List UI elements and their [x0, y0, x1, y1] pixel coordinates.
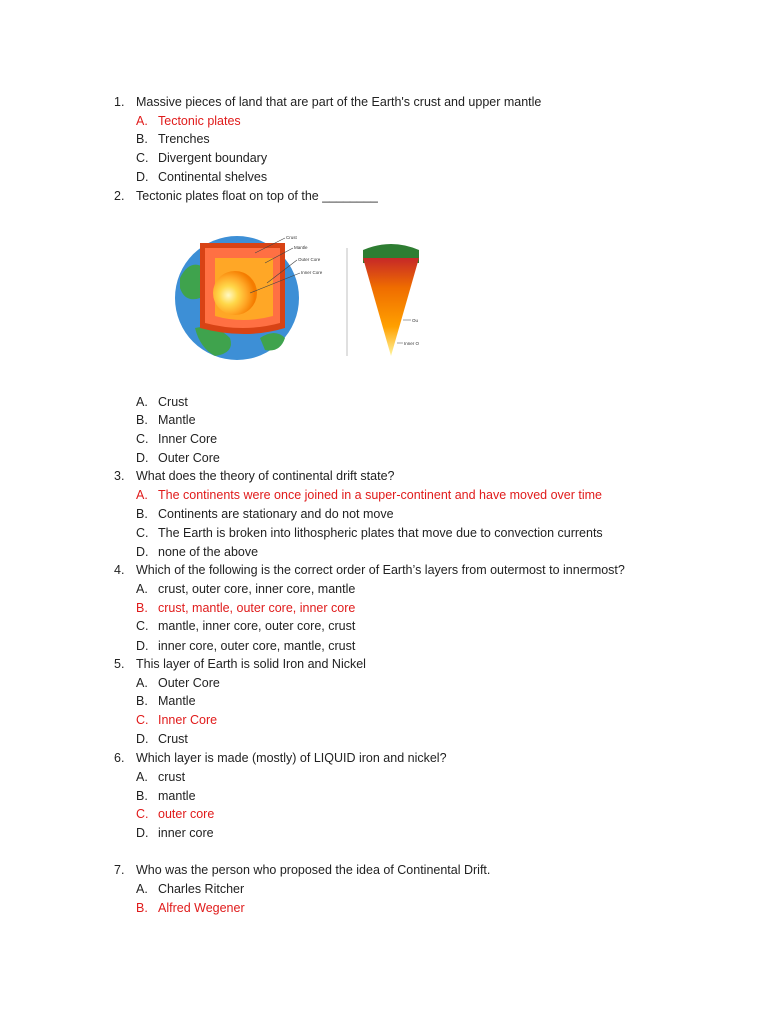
option-letter: B.	[136, 507, 148, 521]
question-number: 5.	[114, 657, 125, 671]
option-text: crust, outer core, inner core, mantle	[158, 582, 356, 596]
option-letter: C.	[136, 526, 149, 540]
correct-option-letter: B.	[136, 901, 148, 915]
correct-option-letter: A.	[136, 114, 148, 128]
correct-option-text: Tectonic plates	[158, 114, 241, 128]
question-number: 3.	[114, 469, 125, 483]
wedge-inner-label: Inner O	[404, 341, 420, 346]
correct-option-text: The continents were once joined in a super-continent and have moved over time	[158, 488, 603, 502]
question-text: Who was the person who proposed the idea of Continental Drift.	[136, 863, 491, 877]
option-text: Mantle	[158, 413, 196, 427]
correct-option-letter: C.	[136, 713, 149, 727]
question-text: Which layer is made (mostly) of LIQUID iron and nickel?	[136, 751, 447, 765]
question-number: 4.	[114, 563, 125, 577]
option-letter: D.	[136, 826, 149, 840]
question-text: Tectonic plates float on top of the ________	[136, 189, 378, 203]
option-letter: B.	[136, 789, 148, 803]
option-letter: A.	[136, 770, 148, 784]
correct-option-text: Alfred Wegener	[158, 901, 245, 915]
option-text: crust	[158, 770, 186, 784]
correct-option-text: outer core	[158, 807, 215, 821]
option-text: inner core	[158, 826, 214, 840]
option-letter: B.	[136, 132, 148, 146]
option-letter: A.	[136, 676, 148, 690]
inner-core-label: Inner Core	[301, 270, 323, 275]
correct-option-text: crust, mantle, outer core, inner core	[158, 601, 356, 615]
earth-layers-figure	[175, 228, 430, 363]
option-text: Crust	[158, 732, 188, 746]
option-letter: D.	[136, 545, 149, 559]
outer-core-label: Outer Core	[298, 257, 321, 262]
option-text: The Earth is broken into lithospheric plates that move due to convection currents	[158, 526, 603, 540]
correct-option-text: Inner Core	[158, 713, 218, 727]
option-text: Continents are stationary and do not move	[158, 507, 394, 521]
option-letter: D.	[136, 639, 149, 653]
option-letter: B.	[136, 694, 148, 708]
correct-option-letter: B.	[136, 601, 148, 615]
option-text: Trenches	[158, 132, 210, 146]
option-letter: D.	[136, 732, 149, 746]
crust-label: Crust	[286, 235, 297, 240]
option-text: Mantle	[158, 694, 196, 708]
option-letter: A.	[136, 582, 148, 596]
option-letter: C.	[136, 432, 149, 446]
question-number: 2.	[114, 189, 125, 203]
option-letter: D.	[136, 451, 149, 465]
correct-option-letter: C.	[136, 807, 149, 821]
question-text: Massive pieces of land that are part of the Earth's crust and upper mantle	[136, 95, 542, 109]
option-text: Divergent boundary	[158, 151, 268, 165]
question-number: 7.	[114, 863, 125, 877]
option-text: Outer Core	[158, 676, 220, 690]
option-letter: C.	[136, 151, 149, 165]
option-letter: A.	[136, 395, 148, 409]
option-text: none of the above	[158, 545, 259, 559]
option-text: Continental shelves	[158, 170, 268, 184]
wedge-outer-label: Ou	[412, 318, 419, 323]
question-number: 6.	[114, 751, 125, 765]
question-text: What does the theory of continental drift state?	[136, 469, 395, 483]
option-text: mantle	[158, 789, 196, 803]
question-text: Which of the following is the correct order of Earth’s layers from outermost to innermost?	[136, 563, 625, 577]
earth-layers-illustration	[175, 228, 430, 363]
option-text: Crust	[158, 395, 188, 409]
option-text: mantle, inner core, outer core, crust	[158, 619, 356, 633]
option-text: Charles Ritcher	[158, 882, 245, 896]
correct-option-letter: A.	[136, 488, 148, 502]
question-number: 1.	[114, 95, 125, 109]
option-letter: C.	[136, 619, 149, 633]
option-letter: A.	[136, 882, 148, 896]
option-text: Outer Core	[158, 451, 220, 465]
option-text: inner core, outer core, mantle, crust	[158, 639, 356, 653]
option-letter: D.	[136, 170, 149, 184]
option-text: Inner Core	[158, 432, 218, 446]
option-letter: B.	[136, 413, 148, 427]
mantle-label: Mantle	[294, 245, 308, 250]
question-text: This layer of Earth is solid Iron and Nickel	[136, 657, 366, 671]
